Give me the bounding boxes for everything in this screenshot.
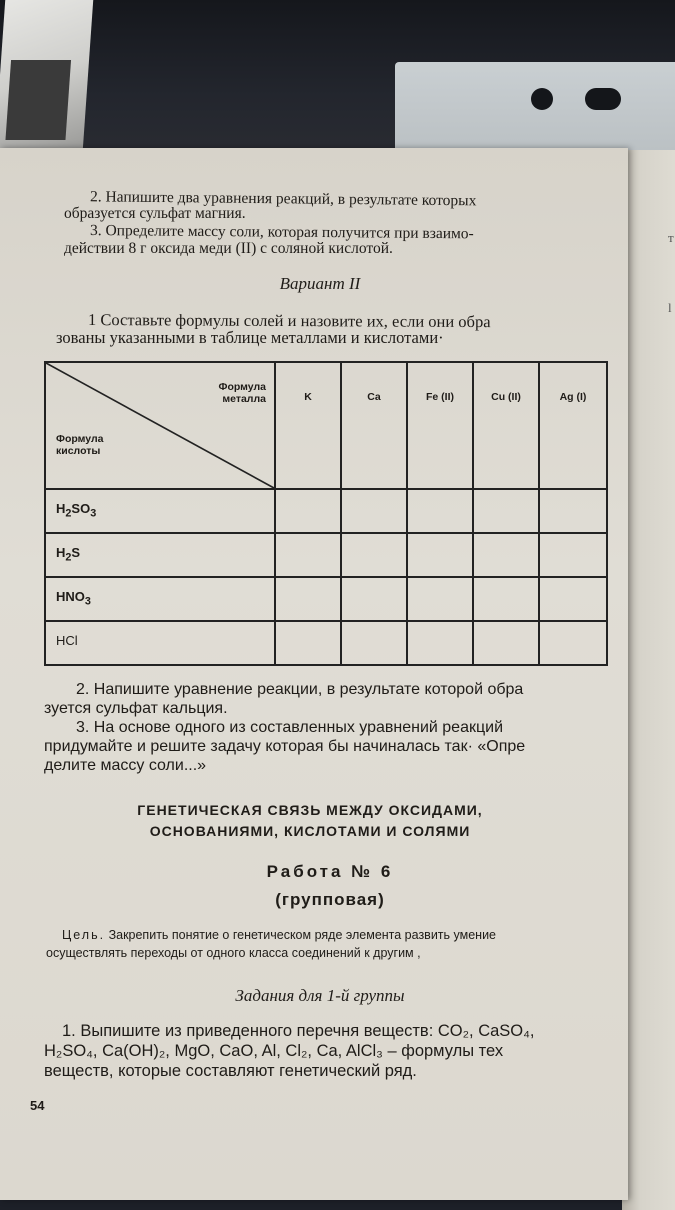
salts-table <box>44 361 608 666</box>
goal-line2: осуществлять переходы от одного класса соединений к другим , <box>46 946 421 960</box>
acid-row-label: $H_2SO_3$ <box>56 501 97 520</box>
adjacent-page-mark: l <box>668 300 672 315</box>
acid-row-label: HCl <box>56 633 78 648</box>
metal-header: Cu (II) <box>491 391 521 403</box>
group-task-line3: веществ, которые составляют генетический ряд. <box>44 1062 417 1080</box>
task-3-line3: делите массу соли...» <box>44 757 207 774</box>
section-heading: ГЕНЕТИЧЕСКАЯ СВЯЗЬ МЕЖДУ ОКСИДАМИ, ОСНОВАНИЯМИ, КИСЛОТАМИ И СОЛЯМИ <box>137 802 483 839</box>
adjacent-page <box>622 150 675 1210</box>
group-task-line2: H₂SO₄, Ca(OH)₂, MgO, CaO, Al, Cl₂, Ca, AlCl₃ – формулы тех <box>44 1042 504 1060</box>
prev-task-2-line1: 2. Напишите два уравнения реакций, в результате которых <box>89 188 477 210</box>
group-title: Задания для 1-й группы <box>235 986 405 1005</box>
metal-header: K <box>304 391 312 403</box>
work-title: Работа № 6 <box>266 862 394 881</box>
acid-row-label: $H_2S$ <box>56 545 81 564</box>
metal-header: Fe (II) <box>426 391 454 403</box>
prev-task-2-line2: образуется сульфат магния. <box>64 205 246 222</box>
metal-header: Ag (I) <box>559 391 587 403</box>
binder-hole <box>531 88 553 110</box>
acid-row-label: $HNO_3$ <box>56 589 91 608</box>
prev-task-3-line2: действии 8 г оксида меди (II) с соляной кислотой. <box>64 240 393 257</box>
corner-acid-label: Формула кислоты <box>56 433 104 457</box>
corner-metal-label: Формула металла <box>218 381 266 405</box>
task-2-line1: 2. Напишите уравнение реакции, в результате которой обра <box>76 681 524 698</box>
page-number: 54 <box>30 1098 45 1113</box>
metal-header: Ca <box>367 391 381 403</box>
plastic-sleeve-left <box>0 0 93 150</box>
binder-hole <box>585 88 621 110</box>
task-1-line1: 1 Составьте формулы солей и назовите их, если они обра <box>87 310 491 332</box>
task-3-line2: придумайте и решите задачу которая бы начиналась так· «Опре <box>44 738 526 755</box>
work-subtitle: (групповая) <box>275 890 385 909</box>
variant-title: Вариант II <box>279 274 361 293</box>
task-3-line1: 3. На основе одного из составленных уравнений реакций <box>76 719 503 736</box>
adjacent-page-mark: т <box>668 230 674 245</box>
book-page <box>0 148 628 1200</box>
task-2-line2: зуется сульфат кальция. <box>44 700 228 717</box>
goal-line1: Цель. Закрепить понятие о генетическом ряде элемента развить умение <box>62 928 497 942</box>
group-task-line1: 1. Выпишите из приведенного перечня веществ: CO₂, CaSO₄, <box>62 1022 535 1040</box>
task-1-line2: зованы указанными в таблице металлами и кислотами· <box>56 328 444 347</box>
binder-folder <box>395 62 675 162</box>
prev-task-3-line1: 3. Определите массу соли, которая получится при взаимо- <box>89 222 474 243</box>
